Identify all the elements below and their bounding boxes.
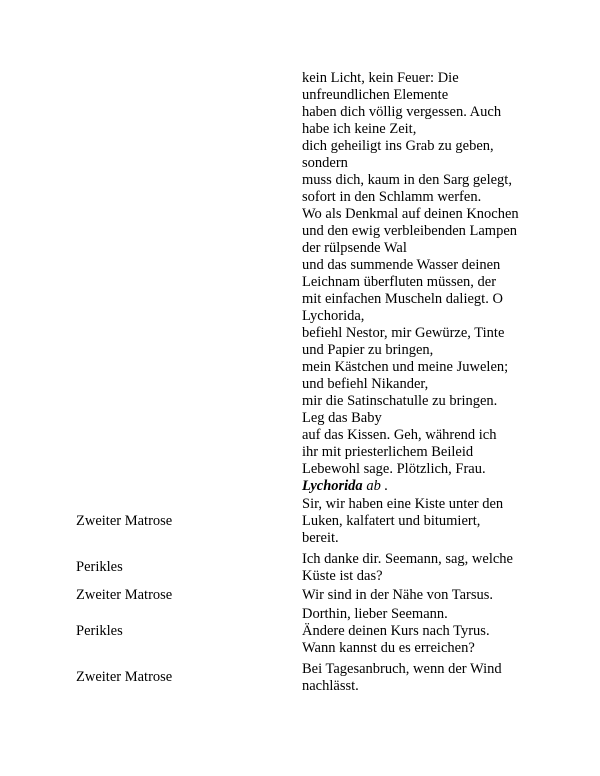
speaker-name: Zweiter Matrose [76, 513, 173, 529]
monologue-lines [302, 70, 562, 495]
dialogue-line: Luken, kalfatert und bitumiert, [302, 513, 481, 529]
monologue-line: Wo als Denkmal auf deinen Knochen [302, 206, 519, 222]
dialogue-line: nachlässt. [302, 678, 359, 694]
monologue-line: Lebewohl sage. Plötzlich, Frau. [302, 461, 486, 477]
speaker-name: Zweiter Matrose [76, 587, 173, 603]
dialogue-line: Bei Tagesanbruch, wenn der Wind [302, 661, 502, 677]
dialogue-lines [302, 496, 562, 547]
dialogue-line: Ich danke dir. Seemann, sag, welche [302, 551, 513, 567]
monologue-line: mein Kästchen und meine Juwelen; [302, 359, 509, 375]
monologue-line: muss dich, kaum in den Sarg gelegt, [302, 172, 512, 188]
monologue-line: und Papier zu bringen, [302, 342, 434, 358]
monologue-line: habe ich keine Zeit, [302, 121, 417, 137]
dialogue-line: Ändere deinen Kurs nach Tyrus. [302, 623, 490, 639]
monologue-line: auf das Kissen. Geh, während ich [302, 427, 497, 443]
dialogue-line: Wir sind in der Nähe von Tarsus. [302, 587, 494, 603]
speaker-name: Perikles [76, 559, 123, 575]
dialogue-lines [302, 606, 562, 657]
speaker-name: Perikles [76, 623, 123, 639]
stage-direction-text: ab . [366, 478, 389, 494]
monologue-line: unfreundlichen Elemente [302, 87, 449, 103]
speaker-name: Zweiter Matrose [76, 669, 173, 685]
monologue-line: mit einfachen Muscheln daliegt. O [302, 291, 503, 307]
monologue-line: Leichnam überfluten müssen, der [302, 274, 497, 290]
monologue-line: ihr mit priesterlichem Beileid [302, 444, 474, 460]
monologue-line: und den ewig verbleibenden Lampen [302, 223, 518, 239]
monologue-line: und befiehl Nikander, [302, 376, 429, 392]
monologue-line: dich geheiligt ins Grab zu geben, [302, 138, 494, 154]
dialogue-line: Küste ist das? [302, 568, 383, 584]
dialogue-line: Dorthin, lieber Seemann. [302, 606, 448, 622]
monologue-line: kein Licht, kein Feuer: Die [302, 70, 459, 86]
monologue-line: sondern [302, 155, 348, 171]
monologue-line: der rülpsende Wal [302, 240, 407, 256]
monologue-line: Lychorida, [302, 308, 365, 324]
dialogue-line: bereit. [302, 530, 339, 546]
dialogue-line: Sir, wir haben eine Kiste unter den [302, 496, 504, 512]
stage-direction [302, 478, 562, 495]
dialogue-lines [302, 587, 562, 604]
monologue-line: befiehl Nestor, mir Gewürze, Tinte [302, 325, 505, 341]
stage-character-name: Lychorida [302, 478, 363, 494]
dialogue-line: Wann kannst du es erreichen? [302, 640, 475, 656]
monologue-line: Leg das Baby [302, 410, 382, 426]
monologue-line: sofort in den Schlamm werfen. [302, 189, 482, 205]
monologue-line: und das summende Wasser deinen [302, 257, 501, 273]
monologue-line: mir die Satinschatulle zu bringen. [302, 393, 498, 409]
dialogue-lines [302, 551, 562, 585]
monologue-line: haben dich völlig vergessen. Auch [302, 104, 502, 120]
dialogue-lines [302, 661, 562, 695]
